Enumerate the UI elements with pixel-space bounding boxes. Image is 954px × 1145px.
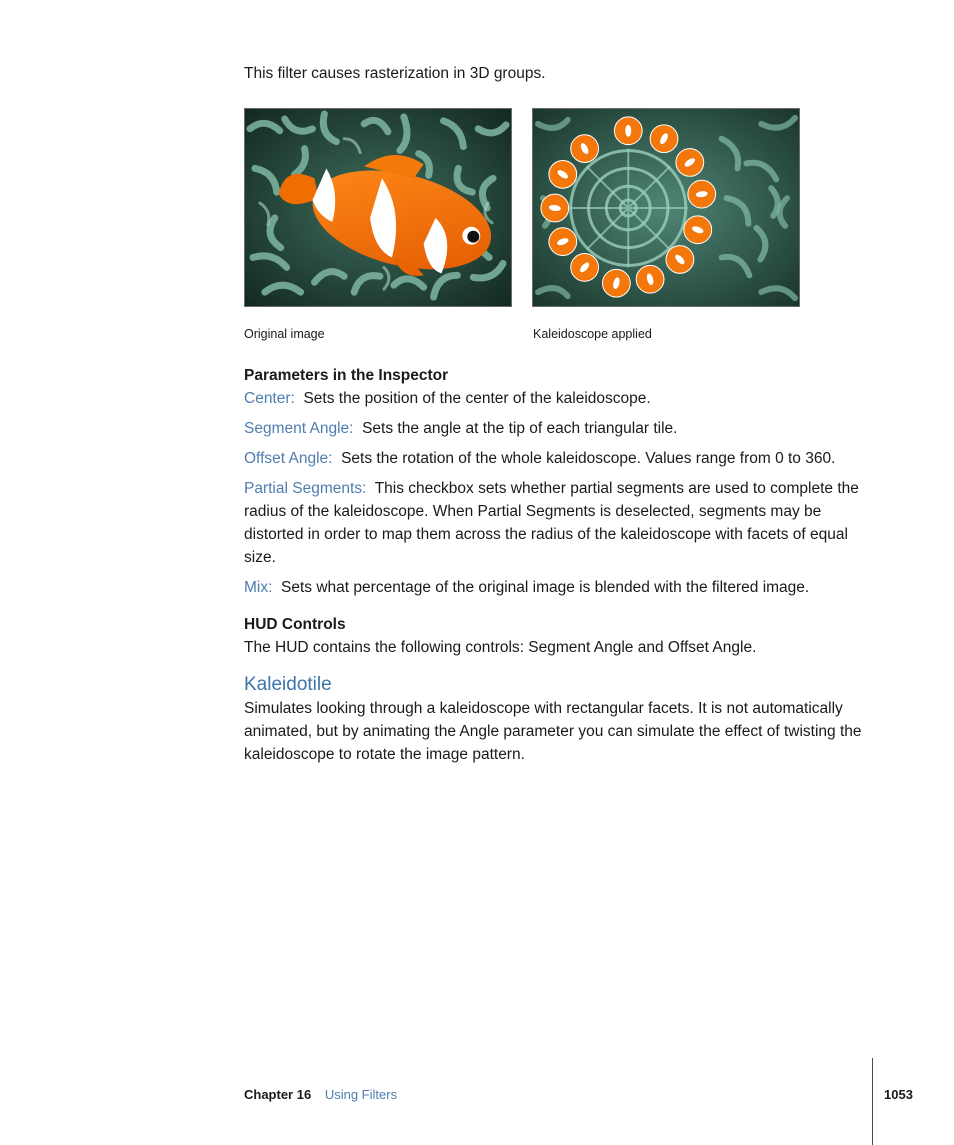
param-desc: This checkbox sets whether partial segments are used to complete the radius of the kaleidoscope. When Partial Segments is deselected, segments may be distorted in order to map them across the radius of the kaleidoscope with facets of equal size. — [244, 480, 859, 566]
intro-text: This filter causes rasterization in 3D groups. — [244, 65, 546, 82]
param-desc: Sets the position of the center of the kaleidoscope. — [303, 390, 651, 407]
inspector-section — [244, 365, 884, 599]
param-offset-angle — [244, 447, 884, 470]
kaleidoscope-illustration — [533, 109, 799, 306]
param-segment-angle — [244, 417, 884, 440]
footer-divider — [872, 1058, 873, 1145]
param-name: Mix: — [244, 579, 273, 596]
hud-text: The HUD contains the following controls: Segment Angle and Offset Angle. — [244, 639, 757, 656]
original-image — [244, 108, 512, 307]
param-name: Offset Angle: — [244, 450, 333, 467]
kaleidotile-text: Simulates looking through a kaleidoscope with rectangular facets. It is not automatically animated, but by animating the Angle parameter you can simulate the effect of twisting the kaleidoscope to rotate the image pattern. — [244, 700, 862, 763]
param-center — [244, 387, 884, 410]
param-name: Partial Segments: — [244, 480, 367, 497]
original-image-caption: Original image — [244, 327, 325, 341]
page-footer — [244, 1086, 397, 1104]
kaleidotile-heading: Kaleidotile — [244, 674, 332, 695]
param-desc: Sets what percentage of the original image is blended with the filtered image. — [281, 579, 810, 596]
footer-section-link[interactable]: Using Filters — [324, 1087, 398, 1102]
kaleidoscope-image-caption: Kaleidoscope applied — [533, 327, 652, 341]
footer-chapter: Chapter 16 — [244, 1087, 312, 1102]
clownfish-illustration — [245, 109, 511, 306]
param-desc: Sets the rotation of the whole kaleidoscope. Values range from 0 to 360. — [341, 450, 836, 467]
hud-heading: HUD Controls — [244, 616, 346, 633]
param-name: Center: — [244, 390, 295, 407]
param-partial-segments — [244, 477, 884, 569]
kaleidotile-section — [244, 673, 884, 766]
inspector-heading: Parameters in the Inspector — [244, 367, 449, 384]
hud-section — [244, 614, 884, 659]
param-desc: Sets the angle at the tip of each triangular tile. — [362, 420, 678, 437]
param-name: Segment Angle: — [244, 420, 354, 437]
param-mix — [244, 576, 884, 599]
page-number: 1053 — [884, 1087, 913, 1102]
kaleidoscope-image — [532, 108, 800, 307]
